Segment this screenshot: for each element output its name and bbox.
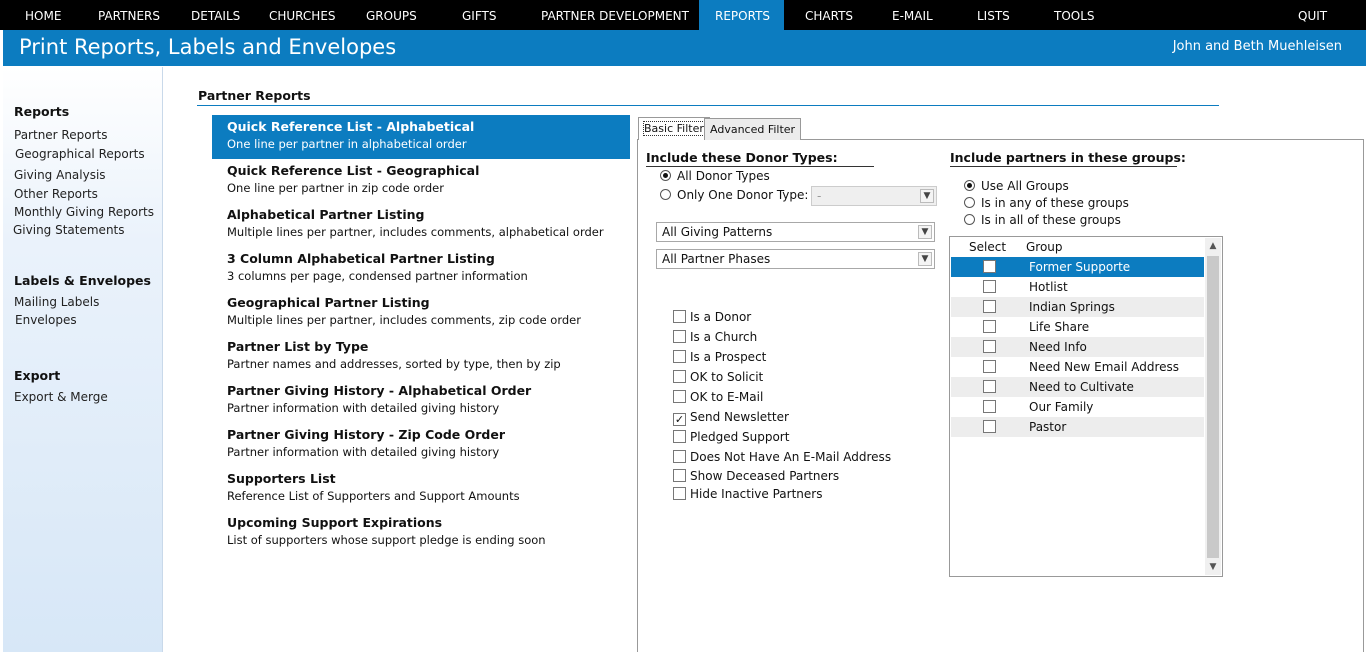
tab-basic-filter[interactable] bbox=[638, 117, 710, 140]
report-item[interactable] bbox=[212, 335, 630, 379]
group-name: Need to Cultivate bbox=[1029, 380, 1134, 394]
radio-all-groups[interactable] bbox=[964, 213, 1121, 229]
nav-lists[interactable]: LISTS bbox=[977, 9, 1010, 23]
radio-any-groups[interactable] bbox=[964, 196, 1129, 212]
nav-charts[interactable]: CHARTS bbox=[805, 9, 854, 23]
report-description: Partner information with detailed giving history bbox=[227, 401, 500, 415]
group-name: Our Family bbox=[1029, 400, 1094, 414]
radio-use-all-groups[interactable] bbox=[964, 179, 1069, 195]
table-row[interactable] bbox=[951, 397, 1204, 417]
radio-all-donor-types[interactable] bbox=[660, 169, 770, 185]
checkbox-box[interactable] bbox=[983, 340, 996, 353]
checkbox-is-church[interactable] bbox=[673, 330, 757, 346]
table-row[interactable] bbox=[951, 277, 1204, 297]
group-name: Pastor bbox=[1029, 420, 1067, 434]
nav-tools[interactable]: TOOLS bbox=[1054, 9, 1095, 23]
groups-grid bbox=[949, 236, 1223, 577]
checkbox-box[interactable] bbox=[983, 380, 996, 393]
report-description: One line per partner in zip code order bbox=[227, 181, 444, 195]
tab-advanced-filter[interactable] bbox=[704, 118, 801, 140]
checkbox-box bbox=[673, 370, 686, 383]
group-name: Life Share bbox=[1029, 320, 1090, 334]
report-item[interactable] bbox=[212, 247, 630, 291]
radio-label: All Donor Types bbox=[677, 169, 770, 183]
checkbox-box bbox=[673, 430, 686, 443]
report-title: 3 Column Alphabetical Partner Listing bbox=[227, 251, 495, 266]
sidebar-item-monthly-giving-reports[interactable]: Monthly Giving Reports bbox=[14, 205, 154, 219]
table-row[interactable] bbox=[951, 317, 1204, 337]
checkbox-box bbox=[673, 469, 686, 482]
scrollbar-thumb[interactable] bbox=[1207, 256, 1219, 558]
checkbox-no-email-address[interactable] bbox=[673, 450, 891, 466]
table-row[interactable] bbox=[951, 417, 1204, 437]
report-item[interactable] bbox=[212, 115, 630, 159]
report-description: Multiple lines per partner, includes comments, alphabetical order bbox=[227, 225, 604, 239]
report-description: Partner information with detailed giving history bbox=[227, 445, 500, 459]
report-item[interactable] bbox=[212, 379, 630, 423]
user-name: John and Beth Muehleisen bbox=[1172, 39, 1342, 54]
checkbox-label: Send Newsletter bbox=[690, 410, 789, 424]
chevron-down-icon: ▼ bbox=[918, 225, 932, 239]
sidebar-item-geographical-reports[interactable]: Geographical Reports bbox=[15, 147, 145, 161]
checkbox-label: Show Deceased Partners bbox=[690, 469, 840, 483]
report-title: Partner Giving History - Alphabetical Order bbox=[227, 383, 532, 398]
report-item[interactable] bbox=[212, 511, 630, 555]
table-row[interactable] bbox=[951, 377, 1204, 397]
check-icon: ✓ bbox=[674, 413, 685, 426]
checkbox-hide-inactive[interactable] bbox=[673, 487, 822, 503]
donor-types-heading: Include these Donor Types: bbox=[646, 150, 874, 167]
checkbox-label: Is a Donor bbox=[690, 310, 752, 324]
sidebar bbox=[3, 67, 163, 652]
sidebar-item-export-merge[interactable]: Export & Merge bbox=[14, 390, 108, 404]
checkbox-box bbox=[673, 310, 686, 323]
checkbox-send-newsletter[interactable] bbox=[673, 410, 789, 426]
report-description: Multiple lines per partner, includes comments, zip code order bbox=[227, 313, 581, 327]
checkbox-box[interactable] bbox=[983, 400, 996, 413]
section-title: Partner Reports bbox=[198, 88, 311, 103]
tab-basic-filter-label: Basic Filter bbox=[644, 122, 704, 135]
group-name: Former Supporte bbox=[1029, 260, 1131, 274]
report-title: Partner List by Type bbox=[227, 339, 369, 354]
report-item[interactable] bbox=[212, 203, 630, 247]
checkbox-box[interactable] bbox=[983, 360, 996, 373]
sidebar-item-envelopes[interactable]: Envelopes bbox=[15, 313, 77, 327]
sidebar-item-partner-reports[interactable]: Partner Reports bbox=[14, 128, 108, 142]
checkbox-label: Does Not Have An E-Mail Address bbox=[690, 450, 892, 464]
select-value: All Giving Patterns bbox=[662, 225, 773, 239]
tab-advanced-filter-label: Advanced Filter bbox=[710, 123, 796, 136]
page-title: Print Reports, Labels and Envelopes bbox=[19, 35, 397, 59]
chevron-down-icon: ▼ bbox=[920, 189, 934, 203]
report-description: Partner names and addresses, sorted by type, then by zip bbox=[227, 357, 561, 371]
nav-partners[interactable]: PARTNERS bbox=[98, 9, 160, 23]
nav-groups[interactable]: GROUPS bbox=[366, 9, 417, 23]
report-description: 3 columns per page, condensed partner information bbox=[227, 269, 528, 283]
nav-email[interactable]: E-MAIL bbox=[892, 9, 933, 23]
nav-gifts[interactable]: GIFTS bbox=[462, 9, 497, 23]
report-item[interactable] bbox=[212, 291, 630, 335]
report-description: List of supporters whose support pledge is ending soon bbox=[227, 533, 546, 547]
donor-type-select[interactable] bbox=[811, 186, 937, 206]
radio-label: Is in any of these groups bbox=[981, 196, 1129, 210]
report-title: Quick Reference List - Geographical bbox=[227, 163, 480, 178]
sidebar-item-giving-statements[interactable]: Giving Statements bbox=[13, 223, 125, 237]
checkbox-label: OK to Solicit bbox=[690, 370, 764, 384]
sidebar-item-giving-analysis[interactable]: Giving Analysis bbox=[14, 168, 106, 182]
checkbox-label: OK to E-Mail bbox=[690, 390, 764, 404]
scroll-up-icon[interactable]: ▲ bbox=[1209, 241, 1217, 251]
checkbox-box[interactable] bbox=[983, 420, 996, 433]
radio-icon bbox=[964, 197, 975, 208]
top-navigation-bar bbox=[0, 0, 1366, 30]
checkbox-box bbox=[673, 450, 686, 463]
report-description: Reference List of Supporters and Support Amounts bbox=[227, 489, 520, 503]
group-name: Need New Email Address bbox=[1029, 360, 1180, 374]
chevron-down-icon: ▼ bbox=[918, 252, 932, 266]
checkbox-box[interactable] bbox=[983, 260, 996, 273]
radio-one-donor-type[interactable] bbox=[660, 188, 808, 204]
table-row[interactable] bbox=[951, 257, 1204, 277]
checkbox-label: Is a Church bbox=[690, 330, 758, 344]
checkbox-ok-to-email[interactable] bbox=[673, 390, 763, 406]
checkbox-is-prospect[interactable] bbox=[673, 350, 766, 366]
checkbox-is-donor[interactable] bbox=[673, 310, 751, 326]
checkbox-box bbox=[673, 330, 686, 343]
checkbox-show-deceased[interactable] bbox=[673, 469, 839, 485]
radio-icon bbox=[964, 214, 975, 225]
grid-scrollbar[interactable] bbox=[1205, 238, 1221, 575]
select-value: All Partner Phases bbox=[662, 252, 771, 266]
nav-details[interactable]: DETAILS bbox=[191, 9, 241, 23]
giving-patterns-select[interactable] bbox=[656, 222, 935, 242]
nav-churches[interactable]: CHURCHES bbox=[269, 9, 336, 23]
report-title: Upcoming Support Expirations bbox=[227, 515, 443, 530]
checkbox-box[interactable] bbox=[983, 280, 996, 293]
sidebar-item-mailing-labels[interactable]: Mailing Labels bbox=[14, 295, 100, 309]
report-title: Alphabetical Partner Listing bbox=[227, 207, 425, 222]
grid-header-group: Group bbox=[1026, 240, 1063, 254]
nav-home[interactable]: HOME bbox=[25, 9, 62, 23]
report-item[interactable] bbox=[212, 423, 630, 467]
report-description: One line per partner in alphabetical order bbox=[227, 137, 467, 151]
nav-quit[interactable]: QUIT bbox=[1298, 9, 1328, 23]
checkbox-box[interactable] bbox=[983, 320, 996, 333]
radio-label: Use All Groups bbox=[981, 179, 1069, 193]
partner-phases-select[interactable] bbox=[656, 249, 935, 269]
sidebar-heading-export: Export bbox=[14, 368, 61, 383]
checkbox-ok-to-solicit[interactable] bbox=[673, 370, 763, 386]
checkbox-box bbox=[673, 350, 686, 363]
report-title: Partner Giving History - Zip Code Order bbox=[227, 427, 505, 442]
page-header bbox=[3, 30, 1366, 66]
checkbox-label: Hide Inactive Partners bbox=[690, 487, 823, 501]
checkbox-label: Pledged Support bbox=[690, 430, 790, 444]
group-name: Hotlist bbox=[1029, 280, 1068, 294]
radio-label: Only One Donor Type: bbox=[677, 188, 809, 202]
sidebar-heading-labels: Labels & Envelopes bbox=[14, 273, 151, 288]
nav-reports[interactable]: REPORTS bbox=[699, 0, 784, 30]
report-title: Supporters List bbox=[227, 471, 336, 486]
table-row[interactable] bbox=[951, 357, 1204, 377]
checkbox-box bbox=[673, 487, 686, 500]
groups-heading: Include partners in these groups: bbox=[950, 150, 1186, 165]
nav-partner-development[interactable]: PARTNER DEVELOPMENT bbox=[541, 9, 689, 23]
grid-header-select: Select bbox=[969, 240, 1007, 254]
radio-label: Is in all of these groups bbox=[981, 213, 1121, 227]
report-title: Quick Reference List - Alphabetical bbox=[227, 119, 475, 134]
checkbox-box[interactable] bbox=[983, 300, 996, 313]
radio-icon bbox=[660, 189, 671, 200]
scroll-down-icon[interactable]: ▼ bbox=[1209, 562, 1217, 572]
group-name: Indian Springs bbox=[1029, 300, 1115, 314]
radio-selected-icon bbox=[964, 180, 975, 191]
report-item[interactable] bbox=[212, 159, 630, 203]
checkbox-pledged-support[interactable] bbox=[673, 430, 789, 446]
report-title: Geographical Partner Listing bbox=[227, 295, 430, 310]
group-name: Need Info bbox=[1029, 340, 1087, 354]
section-divider bbox=[197, 105, 1219, 106]
checkbox-label: Is a Prospect bbox=[690, 350, 767, 364]
sidebar-heading-reports: Reports bbox=[14, 104, 70, 119]
table-row[interactable] bbox=[951, 337, 1204, 357]
select-value: - bbox=[817, 189, 822, 203]
report-item[interactable] bbox=[212, 467, 630, 511]
sidebar-item-other-reports[interactable]: Other Reports bbox=[14, 187, 98, 201]
table-row[interactable] bbox=[951, 297, 1204, 317]
checkbox-box bbox=[673, 390, 686, 403]
radio-selected-icon bbox=[660, 170, 671, 181]
